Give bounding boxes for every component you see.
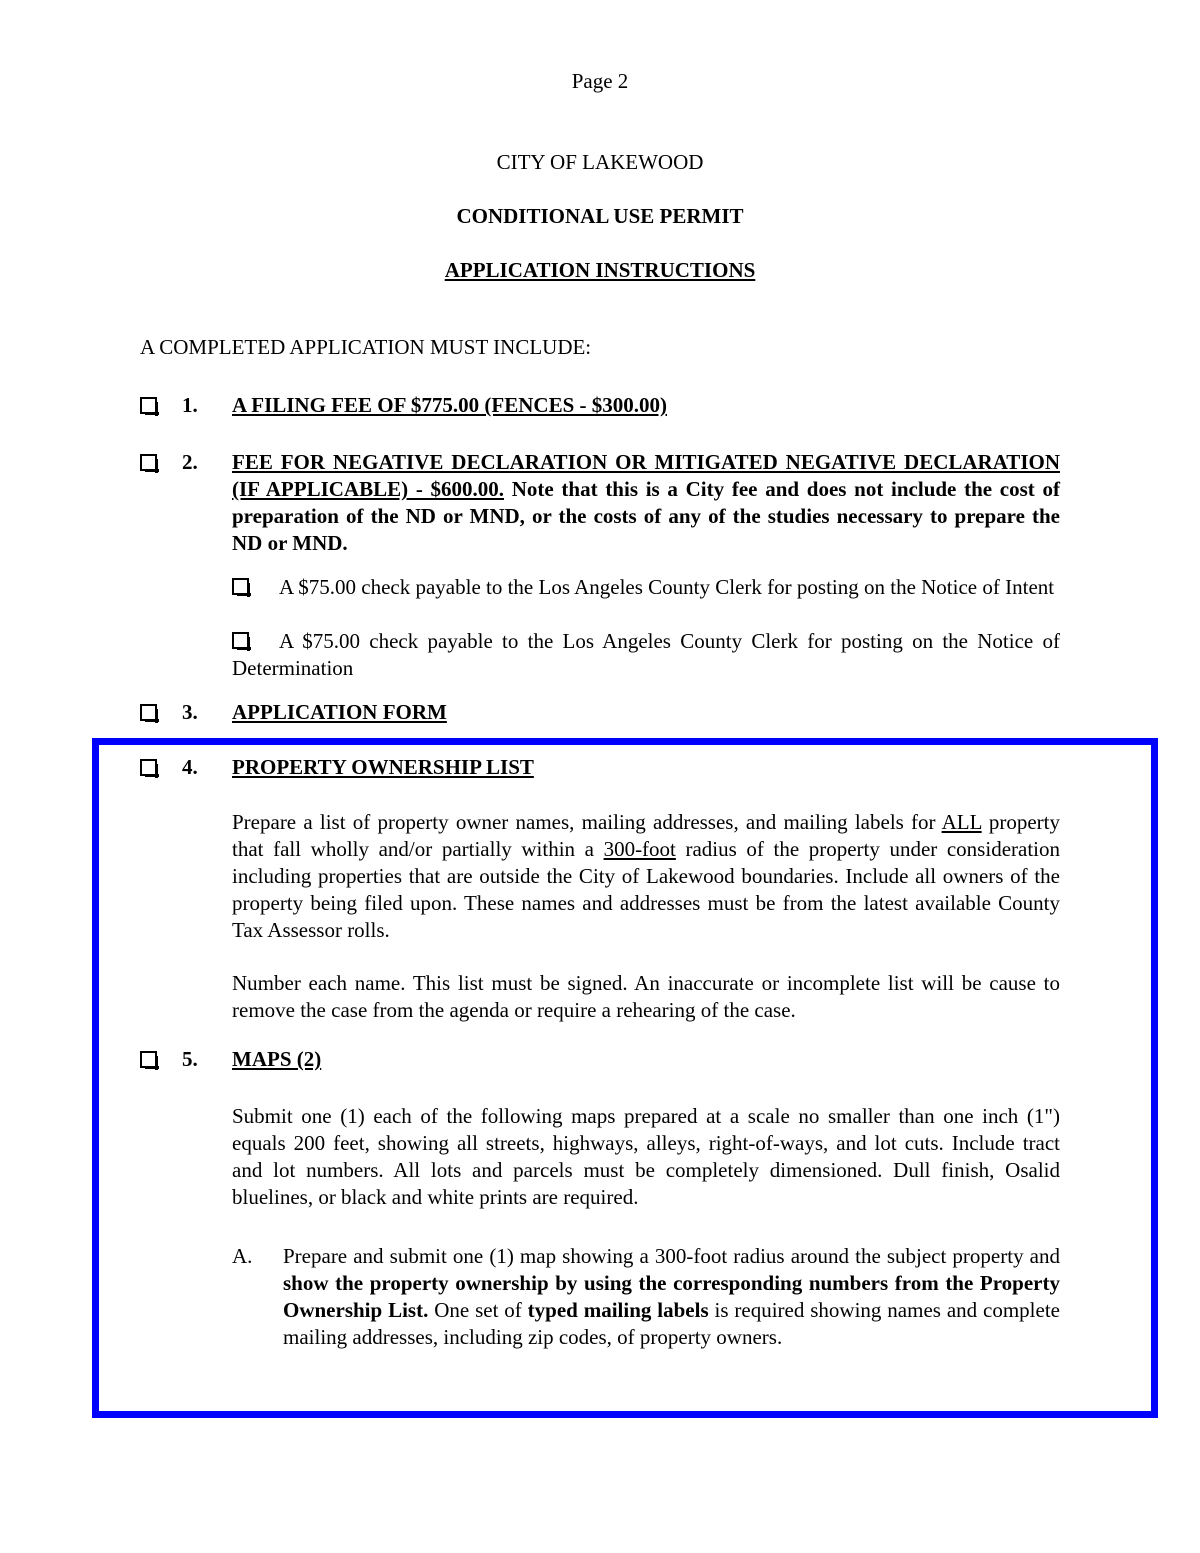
- checkbox-icon-sub-1[interactable]: [232, 578, 249, 595]
- item-4-heading: [232, 754, 1060, 781]
- item-5-sub-a-seg-1: Prepare and submit one (1) map showing a 300-foot radius around the subject property and: [283, 1244, 1060, 1268]
- checkbox-icon-3[interactable]: [140, 700, 162, 726]
- item-5-sub-a-seg-3: is required showing names and complete mailing addresses, including zip codes, of property owners.: [283, 1298, 1060, 1349]
- item-4-p1-seg-c: radius of the property under consideration including properties that are outside the City of Lakewood boundaries. Include all owners of the property being filed upon. These names and addresses must be from the latest available County Tax Assessor rolls.: [232, 837, 1060, 942]
- item-4-p1-underline-all: ALL: [941, 810, 982, 834]
- checkbox-icon-5[interactable]: [140, 1047, 162, 1073]
- checklist-item-3: [140, 699, 1060, 726]
- item-4-p1-seg-b: property that fall wholly and/or partially within a: [232, 810, 1060, 861]
- item-4-p1-underline-300foot: 300-foot: [603, 837, 676, 861]
- item-3-heading: [232, 699, 1060, 726]
- item-5-sub-a-bold-1: show the property ownership by using the corresponding numbers from the Property Ownership List.: [283, 1271, 1060, 1322]
- item-5-sub-a-label: A.: [232, 1244, 253, 1268]
- item-number-5: 5.: [182, 1047, 198, 1071]
- item-4-p1-seg-a: Prepare a list of property owner names, mailing addresses, and mailing labels for: [232, 810, 942, 834]
- item-1-heading: [232, 392, 1060, 419]
- item-4-heading-text: PROPERTY OWNERSHIP LIST: [232, 755, 534, 779]
- checklist-item-5: [140, 1046, 1060, 1073]
- item-2-subcheck-2-text: A $75.00 check payable to the Los Angeles County Clerk for posting on the Notice of Determination: [232, 629, 1060, 680]
- document-type-title: CONDITIONAL USE PERMIT: [456, 204, 744, 228]
- item-2-subcheck-1: [232, 574, 1060, 601]
- item-2-heading-underlined: FEE FOR NEGATIVE DECLARATION OR MITIGATED NEGATIVE DECLARATION (IF APPLICABLE) - $600.00.: [232, 450, 1060, 501]
- item-number-4: 4.: [182, 755, 198, 779]
- item-5-sub-a: [232, 1243, 1060, 1351]
- document-title-block: [0, 148, 1200, 310]
- organization-name: CITY OF LAKEWOOD: [496, 150, 704, 174]
- checkbox-icon-2[interactable]: [140, 450, 162, 476]
- item-number-3: 3.: [182, 700, 198, 724]
- item-4-paragraph-2: Number each name. This list must be signed. An inaccurate or incomplete list will be cause to remove the case from the agenda or require a rehearing of the case.: [232, 971, 1060, 1022]
- checklist-item-1: [140, 392, 1060, 419]
- item-1-heading-text: A FILING FEE OF $775.00 (FENCES - $300.00): [232, 393, 667, 417]
- document-subtitle: APPLICATION INSTRUCTIONS: [444, 258, 756, 282]
- item-3-heading-text: APPLICATION FORM: [232, 700, 447, 724]
- checkbox-icon-4[interactable]: [140, 755, 162, 781]
- intro-text: A COMPLETED APPLICATION MUST INCLUDE:: [140, 335, 592, 359]
- item-2-subcheck-1-text: A $75.00 check payable to the Los Angeles County Clerk for posting on the Notice of Intent: [279, 575, 1055, 599]
- checkbox-icon-1[interactable]: [140, 393, 162, 419]
- item-5-heading: [232, 1046, 1060, 1073]
- item-number-2: 2.: [182, 450, 198, 474]
- checkbox-icon-sub-2[interactable]: [232, 632, 249, 649]
- item-5-paragraph-1: Submit one (1) each of the following maps prepared at a scale no smaller than one inch (1") equals 200 feet, showing all streets, highways, alleys, right-of-ways, and lot cuts. Include tract and lot numbers. All lots and parcels must be completely dimensioned. Dull finish, Osalid bluelines, or black and white prints are required.: [232, 1104, 1060, 1209]
- item-5-sub-a-body: [283, 1243, 1060, 1351]
- item-2-heading: [232, 449, 1060, 557]
- item-number-1: 1.: [182, 393, 198, 417]
- item-5-sub-a-seg-2: One set of: [428, 1298, 528, 1322]
- item-2-subcheck-2: [232, 628, 1060, 682]
- item-5-heading-text: MAPS (2): [232, 1047, 322, 1071]
- page-number: Page 2: [571, 69, 629, 93]
- item-2-heading-rest: Note that this is a City fee and does not include the cost of preparation of the ND or MND, or the costs of any of the studies necessary to prepare the ND or MND.: [232, 477, 1060, 555]
- checklist-item-2: [140, 449, 1060, 557]
- checklist-item-4: [140, 754, 1060, 781]
- item-5-sub-a-bold-2: typed mailing labels: [527, 1298, 709, 1322]
- item-4-paragraph-1: [232, 809, 1060, 944]
